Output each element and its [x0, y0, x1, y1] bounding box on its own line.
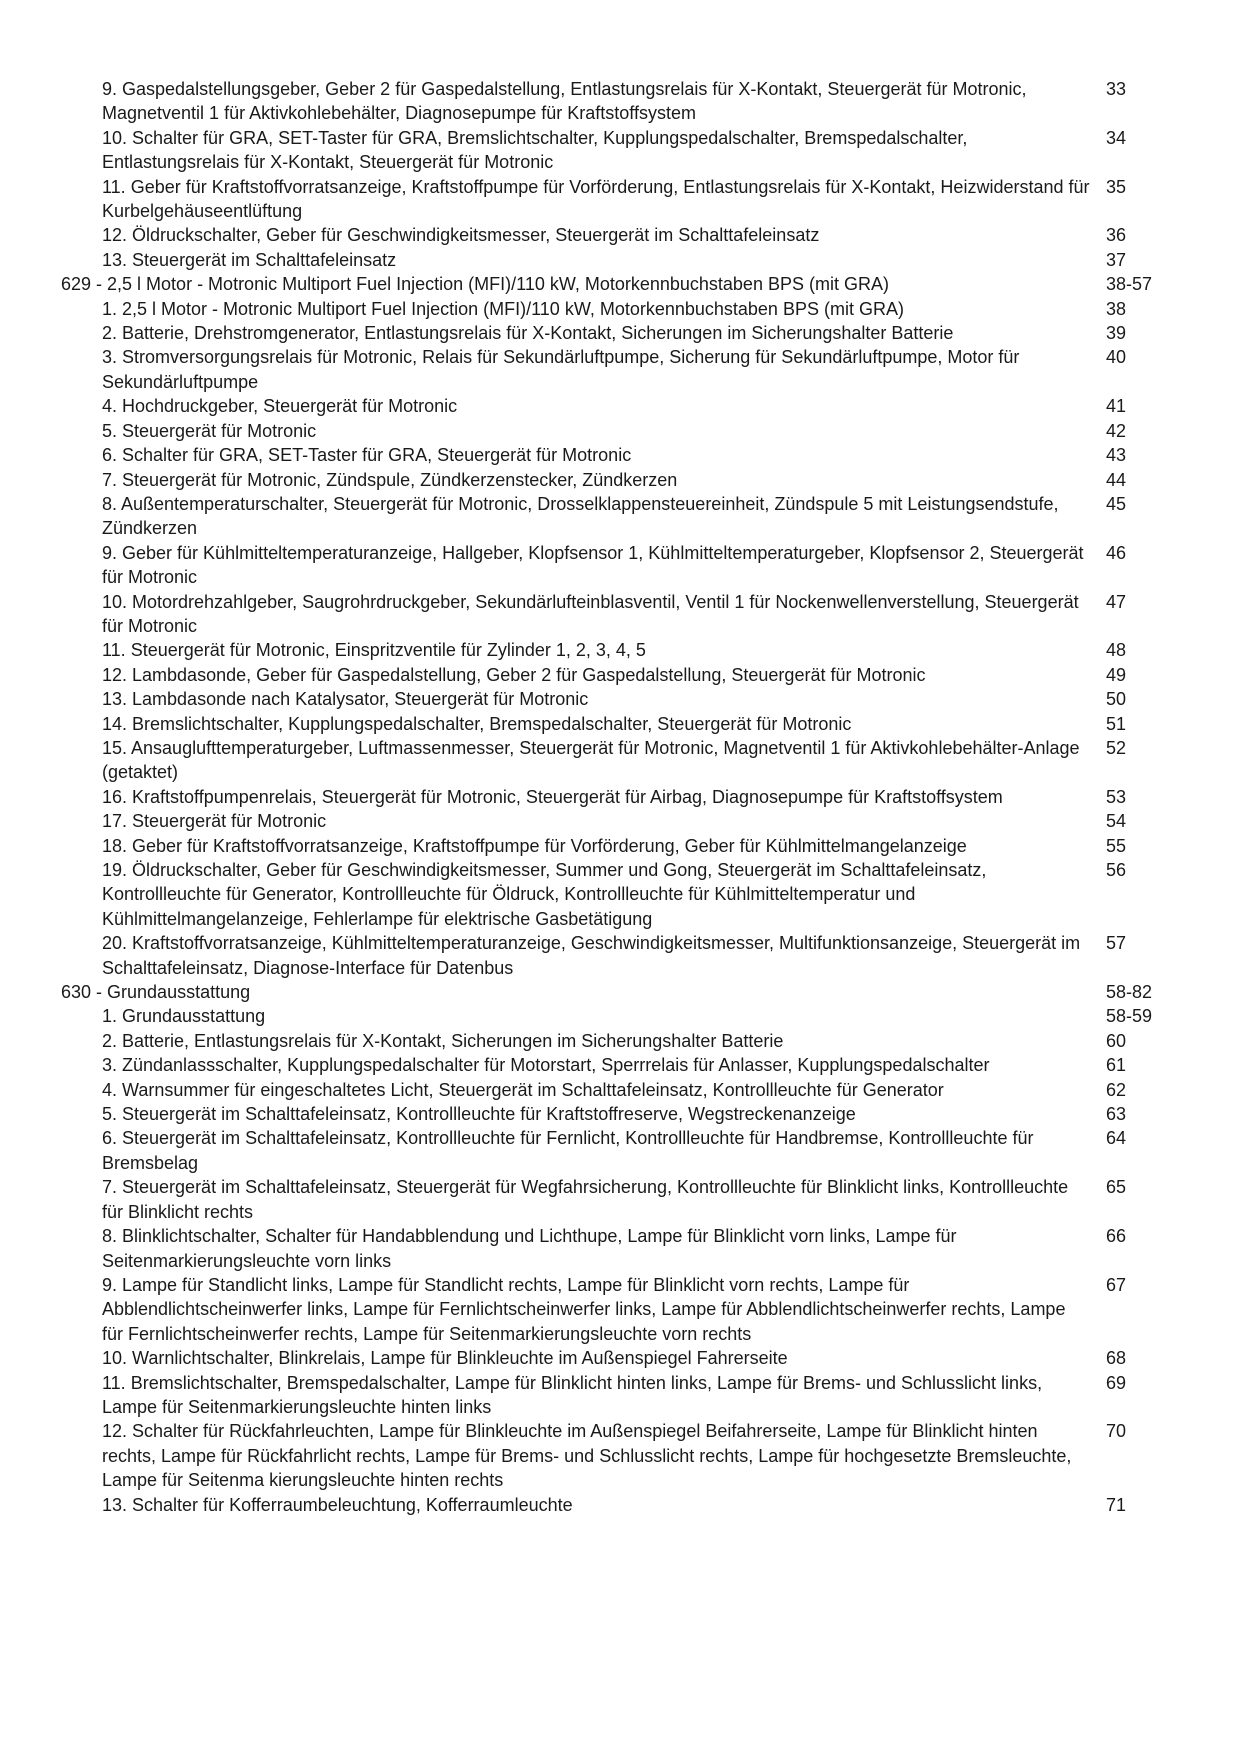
- toc-entry: [0, 1346, 1240, 1370]
- toc-entry: [0, 1078, 1240, 1102]
- toc-entry: [0, 468, 1240, 492]
- toc-entry-title: 629 - 2,5 l Motor - Motronic Multiport Fuel Injection (MFI)/110 kW, Motorkennbuchstaben BPS (mit GRA): [61, 274, 889, 295]
- toc-entry: [0, 419, 1240, 443]
- toc-section-entry: [0, 272, 1240, 296]
- toc-page-number: 40: [1106, 347, 1127, 368]
- toc-entry-title: 13. Lambdasonde nach Katalysator, Steuergerät für Motronic: [102, 689, 589, 710]
- toc-entry: [0, 1053, 1240, 1077]
- toc-entry-title: 20. Kraftstoffvorratsanzeige, Kühlmitteltemperaturanzeige, Geschwindigkeitsmesser, Multifunktionsanzeige, Steuergerät im Schalttafeleinsatz, Diagnose-Interface für Datenbus: [102, 933, 1081, 978]
- toc-entry-title: 17. Steuergerät für Motronic: [102, 811, 327, 832]
- toc-page-number: 38: [1106, 298, 1127, 319]
- toc-page-number: 71: [1106, 1494, 1127, 1515]
- toc-entry: [0, 297, 1240, 321]
- toc-entry: [0, 834, 1240, 858]
- toc-entry-title: 5. Steuergerät für Motronic: [102, 420, 317, 441]
- toc-entry-title: 14. Bremslichtschalter, Kupplungspedalschalter, Bremspedalschalter, Steuergerät für Motronic: [102, 713, 852, 734]
- toc-page-number: 45: [1106, 493, 1127, 514]
- toc-page-number: 61: [1106, 1055, 1127, 1076]
- toc-entry: [0, 345, 1240, 394]
- toc-entry-title: 2. Batterie, Entlastungsrelais für X-Kontakt, Sicherungen im Sicherungshalter Batterie: [102, 1030, 784, 1051]
- toc-page-number: 47: [1106, 591, 1127, 612]
- toc-page-number: 64: [1106, 1128, 1127, 1149]
- toc-entry-title: 1. 2,5 l Motor - Motronic Multiport Fuel Injection (MFI)/110 kW, Motorkennbuchstaben BPS (mit GRA): [102, 298, 904, 319]
- toc-entry-title: 5. Steuergerät im Schalttafeleinsatz, Kontrollleuchte für Kraftstoffreserve, Wegstreckenanzeige: [102, 1104, 856, 1125]
- toc-page-number: 39: [1106, 323, 1127, 344]
- toc-page-number: 66: [1106, 1226, 1127, 1247]
- toc-entry: [0, 77, 1240, 126]
- toc-entry-title: 16. Kraftstoffpumpenrelais, Steuergerät für Motronic, Steuergerät für Airbag, Diagnosepumpe für Kraftstoffsystem: [102, 786, 1003, 807]
- toc-section-entry: [0, 980, 1240, 1004]
- toc-entry-title: 7. Steuergerät im Schalttafeleinsatz, Steuergerät für Wegfahrsicherung, Kontrollleuchte für Blinklicht links, Kontrollleuchte für Blinklicht rechts: [102, 1177, 1069, 1222]
- toc-page-number: 58-82: [1106, 982, 1153, 1003]
- toc-entry-title: 15. Ansauglufttemperaturgeber, Luftmassenmesser, Steuergerät für Motronic, Magnetventil 1 für Aktivkohlebehälter-Anlage (getaktet): [102, 737, 1080, 783]
- toc-page-number: 62: [1106, 1079, 1127, 1100]
- toc-entry-title: 7. Steuergerät für Motronic, Zündspule, Zündkerzenstecker, Zündkerzen: [102, 469, 678, 490]
- toc-page-number: 67: [1106, 1274, 1127, 1295]
- toc-page-number: 48: [1106, 640, 1127, 661]
- toc-page-number: 43: [1106, 445, 1127, 466]
- toc-entry: [0, 858, 1240, 931]
- toc-entry-title: 13. Steuergerät im Schalttafeleinsatz: [102, 249, 397, 270]
- toc-page-number: 34: [1106, 127, 1127, 148]
- toc-entry: [0, 492, 1240, 541]
- toc-entry-title: 1. Grundausstattung: [102, 1006, 266, 1027]
- toc-entry-title: 6. Schalter für GRA, SET-Taster für GRA, Steuergerät für Motronic: [102, 445, 632, 466]
- toc-page-number: 35: [1106, 176, 1127, 197]
- toc-page-number: 68: [1106, 1348, 1127, 1369]
- toc-entry: [0, 736, 1240, 785]
- toc-entry-title: 12. Öldruckschalter, Geber für Geschwindigkeitsmesser, Steuergerät im Schalttafeleinsatz: [102, 225, 820, 246]
- toc-page-number: 38-57: [1106, 274, 1153, 295]
- toc-page-number: 56: [1106, 860, 1127, 880]
- toc-page-number: 54: [1106, 811, 1127, 832]
- table-of-contents: [0, 77, 1240, 1517]
- toc-page-number: 33: [1106, 79, 1127, 99]
- toc-entry-title: 4. Hochdruckgeber, Steuergerät für Motronic: [102, 396, 458, 417]
- toc-entry: [0, 1004, 1240, 1028]
- toc-entry-title: 3. Zündanlassschalter, Kupplungspedalschalter für Motorstart, Sperrrelais für Anlasser, Kupplungspedalschalter: [102, 1055, 990, 1076]
- toc-entry: [0, 809, 1240, 833]
- toc-page-number: 70: [1106, 1421, 1127, 1442]
- toc-entry-title: 10. Motordrehzahlgeber, Saugrohrdruckgeber, Sekundärlufteinblasventil, Ventil 1 für Nockenwellenverstellung, Steuergerät für Motronic: [102, 591, 1079, 636]
- toc-page-number: 58-59: [1106, 1006, 1153, 1027]
- toc-entry: [0, 126, 1240, 175]
- toc-page-number: 46: [1106, 542, 1127, 563]
- toc-entry-title: 9. Lampe für Standlicht links, Lampe für Standlicht rechts, Lampe für Blinklicht vorn rechts, Lampe für Abblendlichtscheinwerfer links, Lampe für Fernlichtscheinwerfer links, Lampe für Abblendlichtscheinwerfer rechts, Lampe für Fernlichtscheinwerfer rechts, Lampe für Seitenmarkierungsleuchte vorn rechts: [102, 1274, 1066, 1344]
- toc-entry-title: 19. Öldruckschalter, Geber für Geschwindigkeitsmesser, Summer und Gong, Steuergerät im Schalttafeleinsatz, Kontrollleuchte für Generator, Kontrollleuchte für Öldruck, Kontrollleuchte für Kühlmitteltemperatur und Kühlmittelmangelanzeige, Fehlerlampe für elektrische Gasbetätigung: [102, 860, 987, 929]
- toc-entry-title: 10. Warnlichtschalter, Blinkrelais, Lampe für Blinkleuchte im Außenspiegel Fahrerseite: [102, 1348, 788, 1369]
- toc-entry: [0, 638, 1240, 662]
- toc-page-number: 63: [1106, 1104, 1127, 1125]
- toc-entry: [0, 394, 1240, 418]
- toc-entry: [0, 712, 1240, 736]
- toc-page-number: 50: [1106, 689, 1127, 710]
- toc-entry: [0, 175, 1240, 224]
- toc-entry-title: 6. Steuergerät im Schalttafeleinsatz, Kontrollleuchte für Fernlicht, Kontrollleuchte für Handbremse, Kontrollleuchte für Bremsbelag: [102, 1128, 1034, 1173]
- toc-entry: [0, 321, 1240, 345]
- toc-page-number: 52: [1106, 737, 1127, 758]
- toc-entry-title: 9. Gaspedalstellungsgeber, Geber 2 für Gaspedalstellung, Entlastungsrelais für X-Kontakt, Steuergerät für Motronic, Magnetventil 1 für Aktivkohlebehälter, Diagnosepumpe für Kraftstoffsystem: [102, 79, 1027, 124]
- toc-entry-title: 630 - Grundausstattung: [61, 982, 251, 1003]
- toc-entry: [0, 1102, 1240, 1126]
- toc-entry: [0, 1419, 1240, 1492]
- toc-entry: [0, 1273, 1240, 1346]
- toc-entry-title: 8. Blinklichtschalter, Schalter für Handabblendung und Lichthupe, Lampe für Blinklicht vorn links, Lampe für Seitenmarkierungsleuchte vorn links: [102, 1226, 957, 1271]
- toc-entry: [0, 931, 1240, 980]
- toc-entry-title: 2. Batterie, Drehstromgenerator, Entlastungsrelais für X-Kontakt, Sicherungen im Sicherungshalter Batterie: [102, 323, 954, 344]
- toc-page-number: 44: [1106, 469, 1127, 490]
- toc-entry: [0, 248, 1240, 272]
- toc-entry-title: 11. Bremslichtschalter, Bremspedalschalter, Lampe für Blinklicht hinten links, Lampe für Brems- und Schlusslicht links, Lampe für Seitenmarkierungsleuchte hinten links: [102, 1372, 1043, 1417]
- toc-page-number: 41: [1106, 396, 1127, 417]
- toc-entry-title: 10. Schalter für GRA, SET-Taster für GRA, Bremslichtschalter, Kupplungspedalschalter, Bremspedalschalter, Entlastungsrelais für X-Kontakt, Steuergerät für Motronic: [102, 127, 968, 173]
- toc-entry: [0, 223, 1240, 247]
- toc-page-number: 51: [1106, 713, 1127, 734]
- toc-entry-title: 13. Schalter für Kofferraumbeleuchtung, Kofferraumleuchte: [102, 1494, 573, 1515]
- toc-entry: [0, 590, 1240, 639]
- toc-entry: [0, 785, 1240, 809]
- toc-entry: [0, 663, 1240, 687]
- toc-page-number: 60: [1106, 1030, 1127, 1051]
- toc-page-number: 55: [1106, 835, 1127, 856]
- toc-page-number: 42: [1106, 420, 1127, 441]
- toc-entry-title: 4. Warnsummer für eingeschaltetes Licht, Steuergerät im Schalttafeleinsatz, Kontrollleuchte für Generator: [102, 1079, 944, 1100]
- toc-entry: [0, 687, 1240, 711]
- toc-entry-title: 8. Außentemperaturschalter, Steuergerät für Motronic, Drosselklappensteuereinheit, Zündspule 5 mit Leistungsendstufe, Zündkerzen: [102, 493, 1059, 539]
- toc-entry-title: 12. Schalter für Rückfahrleuchten, Lampe für Blinkleuchte im Außenspiegel Beifahrerseite, Lampe für Blinklicht hinten rechts, Lampe für Rückfahrlicht rechts, Lampe für Brems- und Schlusslicht rechts, Lampe für hochgesetzte Bremsleuchte, Lampe für Seitenma kierungsleuchte hinten rechts: [102, 1421, 1072, 1491]
- toc-page-number: 57: [1106, 933, 1127, 954]
- toc-entry: [0, 443, 1240, 467]
- toc-entry: [0, 541, 1240, 590]
- toc-entry: [0, 1493, 1240, 1517]
- toc-entry-title: 11. Steuergerät für Motronic, Einspritzventile für Zylinder 1, 2, 3, 4, 5: [102, 640, 646, 661]
- toc-page-number: 53: [1106, 786, 1127, 807]
- toc-entry-title: 12. Lambdasonde, Geber für Gaspedalstellung, Geber 2 für Gaspedalstellung, Steuergerät für Motronic: [102, 664, 926, 685]
- toc-entry: [0, 1175, 1240, 1224]
- toc-entry: [0, 1126, 1240, 1175]
- toc-entry-title: 11. Geber für Kraftstoffvorratsanzeige, Kraftstoffpumpe für Vorförderung, Entlastungsrelais für X-Kontakt, Heizwiderstand für Kurbelgehäuseentlüftung: [102, 176, 1090, 222]
- toc-page-number: 69: [1106, 1372, 1127, 1393]
- toc-page-number: 49: [1106, 664, 1127, 685]
- toc-entry-title: 9. Geber für Kühlmitteltemperaturanzeige, Hallgeber, Klopfsensor 1, Kühlmitteltemperaturgeber, Klopfsensor 2, Steuergerät für Motronic: [102, 542, 1084, 588]
- toc-entry: [0, 1029, 1240, 1053]
- toc-entry: [0, 1371, 1240, 1420]
- toc-entry-title: 18. Geber für Kraftstoffvorratsanzeige, Kraftstoffpumpe für Vorförderung, Geber für Kühlmittelmangelanzeige: [102, 835, 967, 856]
- toc-page-number: 65: [1106, 1177, 1127, 1198]
- toc-page-number: 37: [1106, 249, 1127, 270]
- toc-page-number: 36: [1106, 225, 1127, 246]
- toc-entry-title: 3. Stromversorgungsrelais für Motronic, Relais für Sekundärluftpumpe, Sicherung für Sekundärluftpumpe, Motor für Sekundärluftpumpe: [102, 347, 1020, 392]
- toc-entry: [0, 1224, 1240, 1273]
